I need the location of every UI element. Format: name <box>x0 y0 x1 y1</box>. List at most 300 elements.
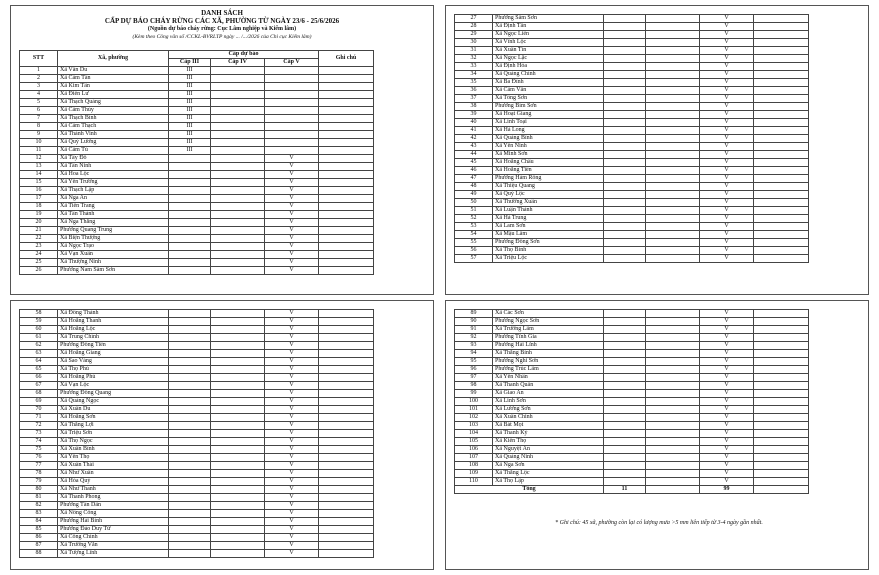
row-note <box>319 510 374 518</box>
row-level-3 <box>604 422 646 430</box>
row-stt: 66 <box>20 374 58 382</box>
row-level-5: V <box>265 155 319 163</box>
row-level-4 <box>211 526 265 534</box>
row-stt: 72 <box>20 422 58 430</box>
table-row <box>20 131 374 139</box>
table-row <box>20 83 374 91</box>
row-level-5: V <box>265 259 319 267</box>
row-name: Xã Điền Lư <box>58 91 169 99</box>
row-level-3 <box>169 374 211 382</box>
row-note <box>319 502 374 510</box>
row-stt: 6 <box>20 107 58 115</box>
row-level-5: V <box>265 526 319 534</box>
row-level-5: V <box>265 342 319 350</box>
row-note <box>319 259 374 267</box>
row-stt: 23 <box>20 243 58 251</box>
row-level-4 <box>211 67 265 75</box>
row-level-4 <box>646 95 700 103</box>
row-name: Xã Thanh Phong <box>58 494 169 502</box>
row-level-3 <box>169 187 211 195</box>
row-level-3 <box>604 119 646 127</box>
table-row <box>455 318 809 326</box>
row-level-3 <box>169 350 211 358</box>
row-name: Xã Yên Thọ <box>58 454 169 462</box>
row-level-5: V <box>265 179 319 187</box>
row-name: Xã Cẩm Vân <box>493 87 604 95</box>
row-level-3 <box>169 470 211 478</box>
row-level-5: V <box>265 171 319 179</box>
table-row <box>455 215 809 223</box>
row-level-3 <box>604 87 646 95</box>
table-row <box>20 430 374 438</box>
table-row <box>455 350 809 358</box>
row-name: Phường Nam Sầm Sơn <box>58 267 169 275</box>
row-level-5: V <box>265 203 319 211</box>
row-stt: 10 <box>20 139 58 147</box>
row-level-5: V <box>265 438 319 446</box>
row-level-4 <box>646 55 700 63</box>
row-level-5: V <box>700 79 754 87</box>
row-level-4 <box>211 358 265 366</box>
row-level-5: V <box>700 414 754 422</box>
row-level-5: V <box>700 438 754 446</box>
row-name: Phường Tĩnh Gia <box>493 334 604 342</box>
row-level-3 <box>604 247 646 255</box>
row-name: Phường Bỉm Sơn <box>493 103 604 111</box>
row-level-4 <box>211 390 265 398</box>
row-level-3: III <box>169 139 211 147</box>
table-row <box>455 63 809 71</box>
row-level-5: V <box>700 430 754 438</box>
row-name: Xã Cẩm Thủy <box>58 107 169 115</box>
row-stt: 75 <box>20 446 58 454</box>
row-stt: 29 <box>455 31 493 39</box>
row-level-4 <box>646 446 700 454</box>
row-level-5: V <box>700 55 754 63</box>
header-name: Xã, phường <box>58 51 169 67</box>
row-level-4 <box>646 247 700 255</box>
row-level-5: V <box>700 255 754 263</box>
row-stt: 51 <box>455 207 493 215</box>
table-row <box>20 163 374 171</box>
row-name: Phường Tân Dân <box>58 502 169 510</box>
row-level-3 <box>169 390 211 398</box>
row-note <box>754 103 809 111</box>
row-note <box>319 366 374 374</box>
row-name: Xã Thắng Bình <box>493 350 604 358</box>
row-note <box>319 227 374 235</box>
row-name: Xã Vĩnh Lộc <box>493 39 604 47</box>
row-name: Xã Nga Thắng <box>58 219 169 227</box>
row-level-3 <box>604 382 646 390</box>
footnote: * Ghi chú: 45 xã, phường còn lại có lượng mưa >5 mm liên tiếp từ 3-4 ngày gần nhất. <box>555 520 763 526</box>
row-stt: 22 <box>20 235 58 243</box>
row-level-4 <box>211 438 265 446</box>
row-name: Xã Nguyệt Ấn <box>493 446 604 454</box>
row-level-3 <box>169 358 211 366</box>
table-row <box>20 422 374 430</box>
row-level-4 <box>211 123 265 131</box>
row-level-3 <box>604 255 646 263</box>
table-row <box>455 231 809 239</box>
row-level-4 <box>211 219 265 227</box>
row-level-3 <box>169 478 211 486</box>
row-note <box>754 422 809 430</box>
row-stt: 81 <box>20 494 58 502</box>
row-level-5: V <box>700 390 754 398</box>
row-note <box>319 414 374 422</box>
row-level-5: V <box>700 223 754 231</box>
row-level-5: V <box>265 534 319 542</box>
row-stt: 91 <box>455 326 493 334</box>
table-row <box>20 502 374 510</box>
row-level-5: V <box>700 334 754 342</box>
row-level-4 <box>646 39 700 47</box>
row-level-4 <box>646 159 700 167</box>
row-level-4 <box>211 542 265 550</box>
row-note <box>754 55 809 63</box>
row-level-4 <box>646 135 700 143</box>
row-level-3: III <box>169 99 211 107</box>
row-level-5: V <box>265 430 319 438</box>
row-name: Xã Hoằng Sơn <box>58 414 169 422</box>
table-row <box>20 318 374 326</box>
table-row <box>20 510 374 518</box>
row-level-5 <box>265 75 319 83</box>
table-row <box>20 147 374 155</box>
list-panel-4 <box>445 300 869 570</box>
forecast-table-part-3 <box>19 309 374 558</box>
row-name: Xã Hoằng Phú <box>58 374 169 382</box>
table-row <box>20 310 374 318</box>
row-note <box>319 518 374 526</box>
table-row <box>20 67 374 75</box>
row-note <box>754 398 809 406</box>
table-row <box>20 350 374 358</box>
row-level-5: V <box>265 318 319 326</box>
row-level-3 <box>604 143 646 151</box>
row-stt: 14 <box>20 171 58 179</box>
table-row <box>455 422 809 430</box>
row-note <box>754 470 809 478</box>
row-level-3 <box>169 235 211 243</box>
total-level-3: 11 <box>604 486 646 494</box>
row-name: Xã Bát Mọt <box>493 422 604 430</box>
row-note <box>754 199 809 207</box>
row-stt: 98 <box>455 382 493 390</box>
row-level-3 <box>604 454 646 462</box>
row-level-4 <box>211 171 265 179</box>
row-note <box>319 342 374 350</box>
row-note <box>754 430 809 438</box>
row-stt: 43 <box>455 143 493 151</box>
row-level-5: V <box>265 542 319 550</box>
table-row <box>20 243 374 251</box>
row-level-3 <box>169 326 211 334</box>
row-level-3 <box>169 454 211 462</box>
row-level-3 <box>169 334 211 342</box>
row-level-3 <box>604 71 646 79</box>
table-row <box>20 139 374 147</box>
row-name: Xã Tây Đô <box>58 155 169 163</box>
row-level-4 <box>211 195 265 203</box>
row-level-5: V <box>700 231 754 239</box>
row-level-4 <box>646 342 700 350</box>
row-note <box>754 175 809 183</box>
row-name: Xã Hoạt Giang <box>493 111 604 119</box>
table-row <box>455 342 809 350</box>
table-row <box>20 382 374 390</box>
row-note <box>319 422 374 430</box>
table-row <box>455 31 809 39</box>
row-level-4 <box>646 127 700 135</box>
row-level-3: III <box>169 75 211 83</box>
row-name: Phường Hải Bình <box>58 518 169 526</box>
row-name: Xã Nga Sơn <box>493 462 604 470</box>
row-level-4 <box>646 374 700 382</box>
table-row <box>20 358 374 366</box>
row-note <box>319 107 374 115</box>
row-name: Xã Ngọc Trạo <box>58 243 169 251</box>
row-level-5: V <box>265 462 319 470</box>
row-name: Xã Ngọc Lặc <box>493 55 604 63</box>
row-level-3 <box>604 111 646 119</box>
row-name: Xã Cẩm Tú <box>58 147 169 155</box>
row-level-5: V <box>700 95 754 103</box>
row-level-3 <box>169 243 211 251</box>
row-name: Xã Hoằng Tiến <box>493 167 604 175</box>
row-level-3 <box>169 171 211 179</box>
row-level-3 <box>169 163 211 171</box>
row-note <box>319 478 374 486</box>
row-level-4 <box>211 478 265 486</box>
row-level-4 <box>211 350 265 358</box>
row-level-4 <box>646 151 700 159</box>
row-level-3 <box>604 223 646 231</box>
table-row <box>455 71 809 79</box>
row-stt: 87 <box>20 542 58 550</box>
row-note <box>754 215 809 223</box>
row-level-5: V <box>265 251 319 259</box>
row-level-5: V <box>700 382 754 390</box>
row-level-5: V <box>700 342 754 350</box>
row-level-5: V <box>700 199 754 207</box>
row-level-3: III <box>169 123 211 131</box>
row-stt: 74 <box>20 438 58 446</box>
table-row <box>20 187 374 195</box>
row-level-3 <box>169 398 211 406</box>
row-level-5: V <box>265 478 319 486</box>
row-note <box>319 446 374 454</box>
table-row <box>455 462 809 470</box>
row-level-3: III <box>169 83 211 91</box>
table-row <box>455 199 809 207</box>
row-level-4 <box>211 494 265 502</box>
table-row <box>455 255 809 263</box>
row-note <box>319 195 374 203</box>
row-level-5: V <box>700 215 754 223</box>
table-row <box>455 15 809 23</box>
row-note <box>754 350 809 358</box>
row-level-4 <box>211 334 265 342</box>
row-level-4 <box>211 115 265 123</box>
row-stt: 57 <box>455 255 493 263</box>
row-name: Xã Quý Lộc <box>493 191 604 199</box>
row-name: Xã Thạch Quảng <box>58 99 169 107</box>
table-row <box>455 175 809 183</box>
row-name: Xã Linh Toại <box>493 119 604 127</box>
row-note <box>319 382 374 390</box>
row-stt: 79 <box>20 478 58 486</box>
row-name: Xã Hoằng Châu <box>493 159 604 167</box>
row-stt: 95 <box>455 358 493 366</box>
row-level-4 <box>211 430 265 438</box>
row-level-3 <box>604 414 646 422</box>
row-name: Xã Thiệu Quang <box>493 183 604 191</box>
row-level-4 <box>211 318 265 326</box>
table-row <box>455 87 809 95</box>
row-note <box>319 462 374 470</box>
row-level-5: V <box>700 207 754 215</box>
row-level-4 <box>646 231 700 239</box>
row-note <box>754 63 809 71</box>
row-level-5: V <box>700 366 754 374</box>
table-row <box>455 119 809 127</box>
row-level-3 <box>604 63 646 71</box>
row-level-3 <box>169 534 211 542</box>
row-level-4 <box>211 510 265 518</box>
row-level-3 <box>604 135 646 143</box>
row-note <box>319 390 374 398</box>
table-row <box>455 143 809 151</box>
row-stt: 46 <box>455 167 493 175</box>
row-level-3 <box>169 267 211 275</box>
row-level-3 <box>604 191 646 199</box>
row-stt: 21 <box>20 227 58 235</box>
row-level-4 <box>211 251 265 259</box>
row-level-4 <box>646 207 700 215</box>
row-stt: 63 <box>20 350 58 358</box>
row-stt: 89 <box>455 310 493 318</box>
row-note <box>754 71 809 79</box>
row-note <box>754 382 809 390</box>
row-stt: 25 <box>20 259 58 267</box>
row-name: Phường Nghi Sơn <box>493 358 604 366</box>
row-level-5: V <box>265 350 319 358</box>
row-level-5: V <box>265 470 319 478</box>
row-level-4 <box>646 438 700 446</box>
table-row <box>20 99 374 107</box>
row-level-5: V <box>265 486 319 494</box>
row-stt: 12 <box>20 155 58 163</box>
table-row <box>20 518 374 526</box>
row-level-3 <box>604 438 646 446</box>
row-level-4 <box>646 31 700 39</box>
row-name: Xã Nông Cống <box>58 510 169 518</box>
row-level-5: V <box>265 227 319 235</box>
table-row <box>20 398 374 406</box>
row-name: Xã Ngọc Liên <box>493 31 604 39</box>
row-level-5: V <box>700 127 754 135</box>
row-stt: 32 <box>455 55 493 63</box>
table-row <box>20 235 374 243</box>
row-level-3 <box>604 342 646 350</box>
row-note <box>754 135 809 143</box>
row-level-4 <box>211 470 265 478</box>
row-name: Xã Sao Vàng <box>58 358 169 366</box>
row-level-4 <box>211 422 265 430</box>
row-stt: 86 <box>20 534 58 542</box>
row-level-4 <box>646 103 700 111</box>
row-stt: 92 <box>455 334 493 342</box>
row-name: Xã Hà Trung <box>493 215 604 223</box>
row-level-4 <box>211 518 265 526</box>
row-level-5: V <box>700 247 754 255</box>
row-level-3 <box>604 446 646 454</box>
row-note <box>754 462 809 470</box>
reference-note: (Kèm theo Công văn số /CCKL-BVRLTP ngày ... /.../2026 của Chi cục Kiểm lâm) <box>132 34 312 40</box>
row-level-5 <box>265 91 319 99</box>
row-level-5: V <box>700 135 754 143</box>
row-level-3 <box>604 398 646 406</box>
row-level-5: V <box>265 382 319 390</box>
row-name: Xã Yên Ninh <box>493 143 604 151</box>
row-stt: 19 <box>20 211 58 219</box>
row-level-3 <box>604 55 646 63</box>
row-level-5: V <box>265 163 319 171</box>
table-row <box>20 155 374 163</box>
row-level-4 <box>211 75 265 83</box>
row-level-5: V <box>700 15 754 23</box>
row-name: Xã Linh Sơn <box>493 398 604 406</box>
row-name: Xã Xuân Thái <box>58 462 169 470</box>
row-level-5 <box>265 99 319 107</box>
row-name: Xã Thanh Quân <box>493 382 604 390</box>
row-note <box>319 99 374 107</box>
row-note <box>754 207 809 215</box>
row-stt: 37 <box>455 95 493 103</box>
row-level-4 <box>646 422 700 430</box>
row-name: Xã Xuân Chinh <box>493 414 604 422</box>
table-row <box>455 430 809 438</box>
row-level-5: V <box>265 334 319 342</box>
table-row <box>455 103 809 111</box>
row-name: Xã Định Hòa <box>493 63 604 71</box>
row-name: Xã Thọ Bình <box>493 247 604 255</box>
row-name: Xã Vạn Xuân <box>58 251 169 259</box>
row-stt: 3 <box>20 83 58 91</box>
total-label: Tổng <box>455 486 604 494</box>
row-note <box>319 430 374 438</box>
total-level-5: 99 <box>700 486 754 494</box>
row-stt: 18 <box>20 203 58 211</box>
header-note: Ghi chú <box>319 51 374 67</box>
row-level-4 <box>646 23 700 31</box>
row-level-5: V <box>700 422 754 430</box>
row-level-5: V <box>700 454 754 462</box>
row-level-4 <box>211 259 265 267</box>
row-level-3 <box>604 318 646 326</box>
table-row <box>20 414 374 422</box>
row-level-3 <box>169 195 211 203</box>
row-level-5 <box>265 67 319 75</box>
row-level-4 <box>211 502 265 510</box>
row-level-4 <box>646 255 700 263</box>
table-row <box>20 219 374 227</box>
row-level-3 <box>604 207 646 215</box>
table-row <box>20 470 374 478</box>
row-note <box>319 123 374 131</box>
